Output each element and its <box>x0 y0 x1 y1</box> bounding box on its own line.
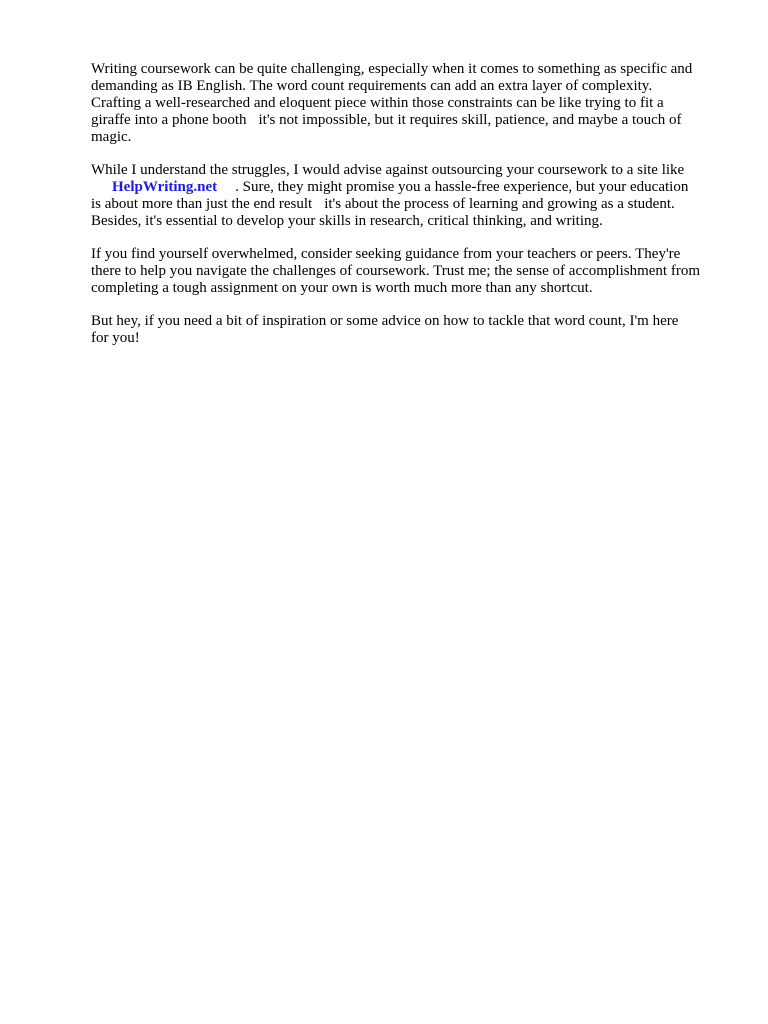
text-line: Besides, it's essential to develop your skills in research, critical thinking, and writing. <box>91 213 603 229</box>
text-line: If you find yourself overwhelmed, consider seeking guidance from your teachers or peers. They're <box>91 246 681 262</box>
text-line: for you! <box>91 330 140 346</box>
text-line: there to help you navigate the challenges of coursework. Trust me; the sense of accomplishment from <box>91 263 701 279</box>
text-line: demanding as IB English. The word count requirements can add an extra layer of complexity. <box>91 78 653 94</box>
text-line: it's not impossible, but it requires skill, patience, and maybe a touch of <box>258 112 682 128</box>
helpwriting-link[interactable]: HelpWriting.net <box>112 179 218 195</box>
text-line: But hey, if you need a bit of inspiration or some advice on how to tackle that word count, I'm here <box>91 313 679 329</box>
text-line: it's about the process of learning and growing as a student. <box>324 196 675 212</box>
text-line: Crafting a well-researched and eloquent piece within those constraints can be like trying to fit a <box>91 95 664 111</box>
text-line: magic. <box>91 129 132 145</box>
paragraph-intro <box>91 61 731 146</box>
paragraph-advice <box>91 162 731 230</box>
text-line: . Sure, they might promise you a hassle-free experience, but your education <box>235 179 689 195</box>
paragraph-closing <box>91 313 731 347</box>
text-line: Writing coursework can be quite challenging, especially when it comes to something as specific and <box>91 61 693 77</box>
document-body <box>91 61 731 363</box>
paragraph-guidance <box>91 246 731 297</box>
text-line: completing a tough assignment on your own is worth much more than any shortcut. <box>91 280 593 296</box>
text-line: While I understand the struggles, I would advise against outsourcing your coursework to a site like <box>91 162 685 178</box>
text-line: is about more than just the end result <box>91 196 313 212</box>
text-line: giraffe into a phone booth <box>91 112 247 128</box>
